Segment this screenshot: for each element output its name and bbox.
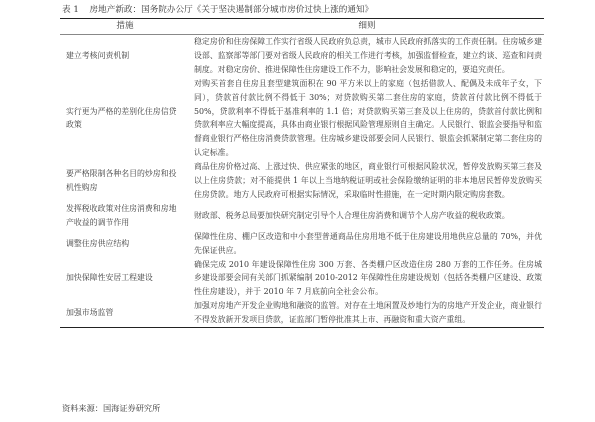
table-row — [60, 160, 544, 202]
detail-cell: 确保完成 2010 年建设保障性住房 300 万套、各类棚户区改造住房 280 万套的工作任务。住房城乡建设部要会同有关部门抓紧编制 2010-2012 年保障性住房建设规划（包括各类棚户区建设、政策性住房建设），并于 2010 年 7 月底前向全社会公布。 — [194, 259, 542, 297]
detail-cell: 财政部、税务总局要加快研究制定引导个人合理住房消费和调节个人房产收益的税收政策。 — [194, 210, 510, 220]
detail-cell: 对购买首套自住房且套型建筑面积在 90 平方米以上的家庭（包括借款人、配偶及未成年子女，下同），贷款首付款比例不得低于 30%；对贷款购买第二套住房的家庭，贷款首付款比例不得低于 50%，贷款利率不得低于基准利率的 1.1 倍；对贷款购买第三套及以上住房的，贷款首付款比例和贷款利率应大幅度提高，具体由商业银行根据风险管理原则自主确定。人民银行、银监会要指导和监督商业银行严格住房消费贷款管理。住房城乡建设部要会同人民银行、银监会抓紧制定第二套住房的认定标准。 — [194, 78, 542, 158]
measure-cell: 调整住房供应结构 — [66, 238, 130, 248]
table-row — [60, 77, 544, 160]
table-header-row — [60, 19, 544, 35]
detail-cell: 保障性住房、棚户区改造和中小套型普通商品住房用地不低于住房建设用地供应总量的 70%，并优先保证供应。 — [194, 231, 542, 255]
measure-cell: 要严格限制各种名目的炒房和投机性购房 — [66, 169, 177, 193]
table-caption — [62, 4, 373, 16]
policy-table — [60, 18, 544, 328]
table-row — [60, 258, 544, 300]
header-measure: 措施 — [60, 19, 190, 35]
measure-cell: 建立考核问责机制 — [66, 50, 130, 60]
measure-cell: 发挥税收政策对住房消费和房地产收益的调节作用 — [66, 203, 177, 227]
header-detail: 细则 — [190, 19, 544, 35]
table-title: 房地产新政：国务院办公厅《关于坚决遏制部分城市房价过快上涨的通知》 — [89, 5, 374, 15]
detail-cell: 商品住房价格过高、上涨过快、供应紧张的地区，商业银行可根据风险状况，暂停发放购买第三套及以上住房贷款；对不能提供 1 年以上当地纳税证明或社会保险缴纳证明的非本地居民暂停发放购买住房贷款。地方人民政府可根据实际情况，采取临时性措施，在一定时期内限定购房套数。 — [194, 162, 542, 199]
detail-cell: 加强对房地产开发企业购地和融资的监管。对存在土地闲置及炒地行为的房地产开发企业，商业银行不得发放新开发项目贷款，证监部门暂停批准其上市、再融资和重大资产重组。 — [190, 299, 544, 327]
measure-cell: 加快保障性安居工程建设 — [66, 273, 153, 283]
measure-cell: 实行更为严格的差别化住房信贷政策 — [66, 106, 177, 130]
measure-cell: 加强市场监管 — [60, 299, 190, 327]
table-row — [60, 230, 544, 258]
table-number: 表 1 — [62, 5, 79, 15]
source-note: 资料来源：国海证券研究所 — [62, 403, 161, 413]
table-row — [60, 35, 544, 77]
detail-cell: 稳定房价和住房保障工作实行省级人民政府负总责，城市人民政府抓落实的工作责任制。住房城乡建设部、监察部等部门要对省级人民政府的相关工作进行考核，加强监督检查，建立约谈、巡查和问责制度。对稳定房价、推进保障性住房建设工作不力，影响社会发展和稳定的，要追究责任。 — [194, 37, 542, 74]
table-row — [60, 202, 544, 230]
table-row — [60, 299, 544, 327]
